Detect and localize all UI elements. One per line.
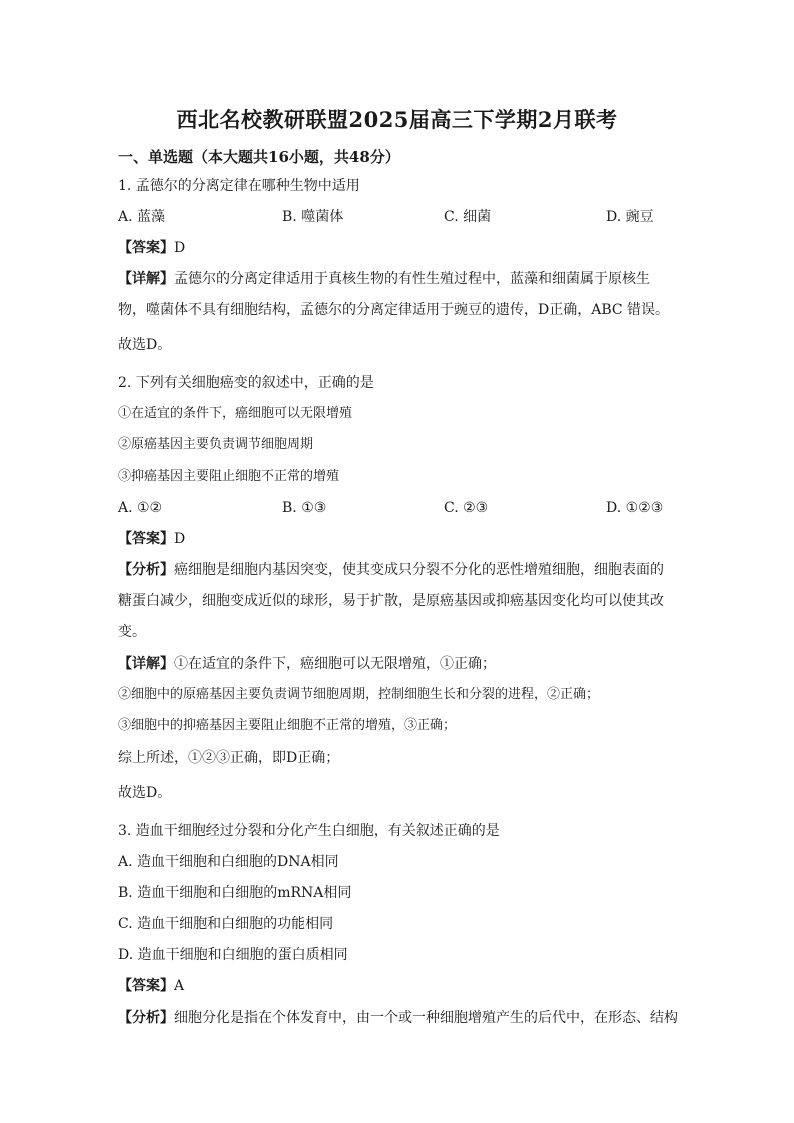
q1-option-d: D. 豌豆	[606, 209, 654, 225]
q2-detail-line: ③细胞中的抑癌基因主要阻止细胞不正常的增殖，③正确；	[118, 718, 457, 733]
q3-option-d: D. 造血干细胞和白细胞的蛋白质相同	[118, 947, 348, 963]
q2-analysis-line: 变。	[118, 624, 146, 640]
answer-label: 【答案】	[118, 978, 174, 994]
document-title: 西北名校教研联盟2025届高三下学期2月联考	[176, 107, 618, 132]
analysis-text: 细胞分化是指在个体发育中，由一个或一种细胞增殖产生的后代中，在形态、结构	[174, 1010, 678, 1026]
q2-option-c: C. ②③	[444, 500, 489, 516]
answer-value: A	[174, 978, 185, 994]
q1-option-c: C. 细菌	[444, 209, 492, 225]
answer-label: 【答案】	[118, 240, 174, 256]
q2-detail	[118, 654, 496, 674]
q2-item: ②原癌基因主要负责调节细胞周期	[118, 437, 314, 452]
q1-detail-line: 故选D。	[118, 337, 172, 353]
answer-value: D	[174, 531, 186, 547]
q1-detail-line: 物，噬菌体不具有细胞结构，孟德尔的分离定律适用于豌豆的遗传，D正确，ABC 错误。	[118, 302, 670, 318]
q1-option-b: B. 噬菌体	[282, 209, 344, 225]
q1-stem: 1. 孟德尔的分离定律在哪种生物中适用	[118, 178, 360, 194]
q2-item: ①在适宜的条件下，癌细胞可以无限增殖	[118, 406, 353, 421]
analysis-text: 癌细胞是细胞内基因突变，使其变成只分裂不分化的恶性增殖细胞，细胞表面的	[174, 562, 664, 578]
answer-label: 【答案】	[118, 531, 174, 547]
q1-answer	[118, 238, 185, 258]
section-heading: 一、单选题（本大题共16小题，共48分）	[118, 148, 400, 166]
q3-stem: 3. 造血干细胞经过分裂和分化产生白细胞，有关叙述正确的是	[118, 823, 500, 839]
answer-value: D	[174, 240, 186, 256]
q2-stem: 2. 下列有关细胞癌变的叙述中，正确的是	[118, 375, 374, 391]
q2-detail-line: 故选D。	[118, 785, 172, 801]
analysis-label: 【分析】	[118, 562, 174, 578]
q2-answer	[118, 529, 185, 549]
detail-text: ①在适宜的条件下，癌细胞可以无限增殖，①正确；	[174, 656, 496, 672]
detail-label: 【详解】	[118, 271, 174, 287]
q3-answer	[118, 976, 184, 996]
q2-option-a: A. ①②	[118, 500, 163, 516]
q3-analysis	[118, 1008, 678, 1028]
q1-detail	[118, 269, 650, 289]
detail-text: 孟德尔的分离定律适用于真核生物的有性生殖过程中，蓝藻和细菌属于原核生	[174, 271, 650, 287]
q3-option-c: C. 造血干细胞和白细胞的功能相同	[118, 916, 334, 932]
q2-item: ③抑癌基因主要阻止细胞不正常的增殖	[118, 469, 340, 484]
q2-detail-line: 综上所述，①②③正确，即D正确；	[118, 750, 340, 766]
analysis-label: 【分析】	[118, 1010, 174, 1026]
detail-label: 【详解】	[118, 656, 174, 672]
q3-option-b: B. 造血干细胞和白细胞的mRNA相同	[118, 885, 352, 901]
q2-analysis-line: 糖蛋白减少，细胞变成近似的球形，易于扩散，是原癌基因或抑癌基因变化均可以使其改	[118, 593, 664, 609]
q1-option-a: A. 蓝藻	[118, 209, 166, 225]
q2-option-d: D. ①②③	[606, 500, 664, 516]
q2-analysis	[118, 560, 664, 580]
q2-detail-line: ②细胞中的原癌基因主要负责调节细胞周期，控制细胞生长和分裂的进程，②正确；	[118, 687, 600, 702]
q2-option-b: B. ①③	[282, 500, 327, 516]
q3-option-a: A. 造血干细胞和白细胞的DNA相同	[118, 854, 339, 870]
